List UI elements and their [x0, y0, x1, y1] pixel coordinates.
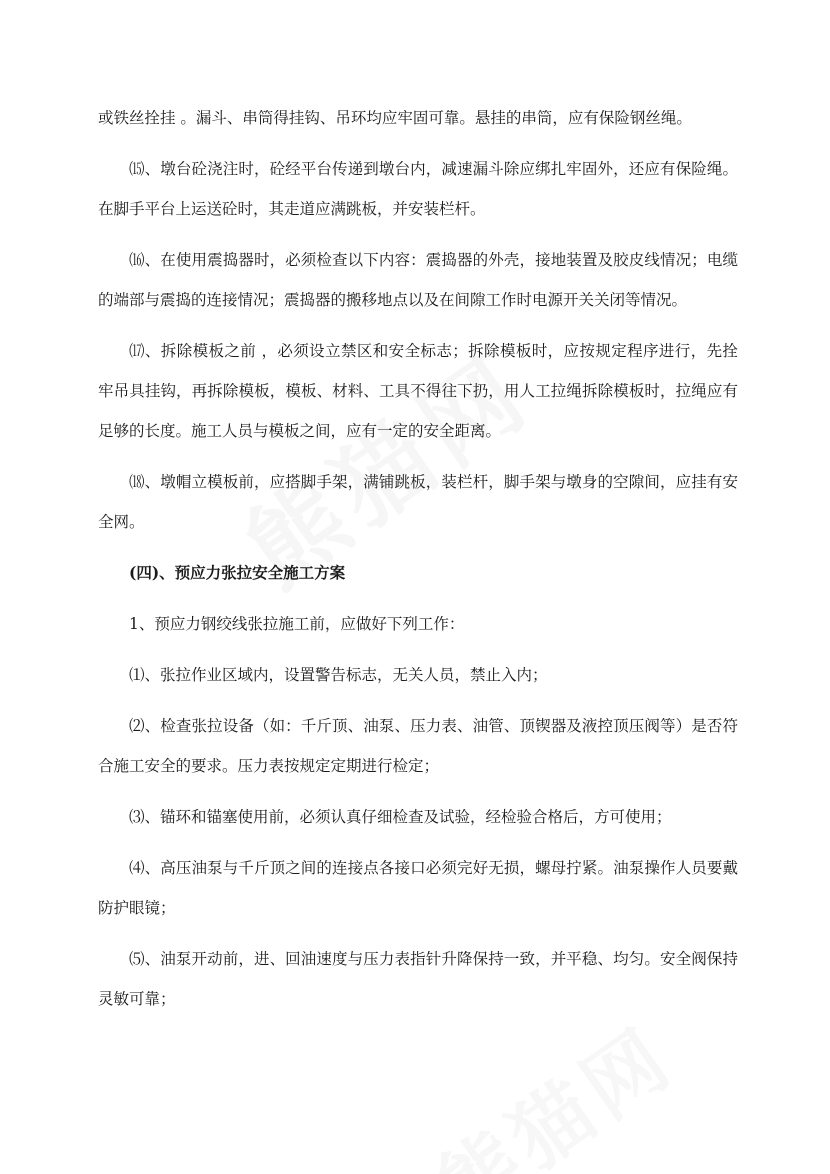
paragraph-item-18: ⒅、墩帽立模板前，应搭脚手架，满铺跳板，装栏杆，脚手架与墩身的空隙间，应挂有安全网。 — [98, 473, 738, 531]
paragraph-subitem-4: ⑷、高压油泵与千斤顶之间的连接点各接口必须完好无损，螺母拧紧。油泵操作人员要戴防护眼镜； — [98, 859, 738, 917]
paragraph-item-17: ⒄、拆除模板之前 ，必须设立禁区和安全标志；拆除模板时，应按规定程序进行，先拴牢吊具挂钩，再拆除模板，模板、材料、工具不得往下扔，用人工拉绳拆除模板时，拉绳应有足够的长度。施工人员与模板之间，应有一定的安全距离。 — [98, 342, 738, 440]
paragraph-subitem-3: ⑶、锚环和锚塞使用前，必须认真仔细检查及试验，经检验合格后，方可使用； — [129, 808, 672, 826]
paragraph-subitem-2: ⑵、检查张拉设备（如：千斤顶、油泵、压力表、油管、顶锲器及液控顶压阀等）是否符合施工安全的要求。压力表按规定定期进行检定； — [98, 717, 738, 775]
paragraph-item-1: 1、预应力钢绞线张拉施工前，应做好下列工作： — [129, 615, 465, 633]
document-body — [98, 98, 738, 1030]
paragraph-item-16: ⒃、在使用震捣器时，必须检查以下内容：震捣器的外壳，接地装置及胶皮线情况；电缆的端部与震捣的连接情况；震捣器的搬移地点以及在间隙工作时电源开关关闭等情况。 — [98, 251, 738, 309]
section-heading: (四)、预应力张拉安全施工方案 — [129, 563, 346, 582]
paragraph-subitem-5: ⑸、油泵开动前，进、回油速度与压力表指针升降保持一致，并平稳、均匀。安全阀保持灵敏可靠； — [98, 950, 738, 1008]
paragraph-subitem-1: ⑴、张拉作业区域内，设置警告标志，无关人员，禁止入内； — [129, 666, 548, 684]
paragraph-continuation: 或铁丝拴挂 。漏斗、串筒得挂钩、吊环均应牢固可靠。悬挂的串筒，应有保险钢丝绳。 — [98, 109, 692, 127]
paragraph-item-15: ⒂、墩台砼浇注时，砼经平台传递到墩台内，减速漏斗除应绑扎牢固外，还应有保险绳。在脚手平台上运送砼时，其走道应满跳板，并安装栏杆。 — [98, 160, 738, 218]
